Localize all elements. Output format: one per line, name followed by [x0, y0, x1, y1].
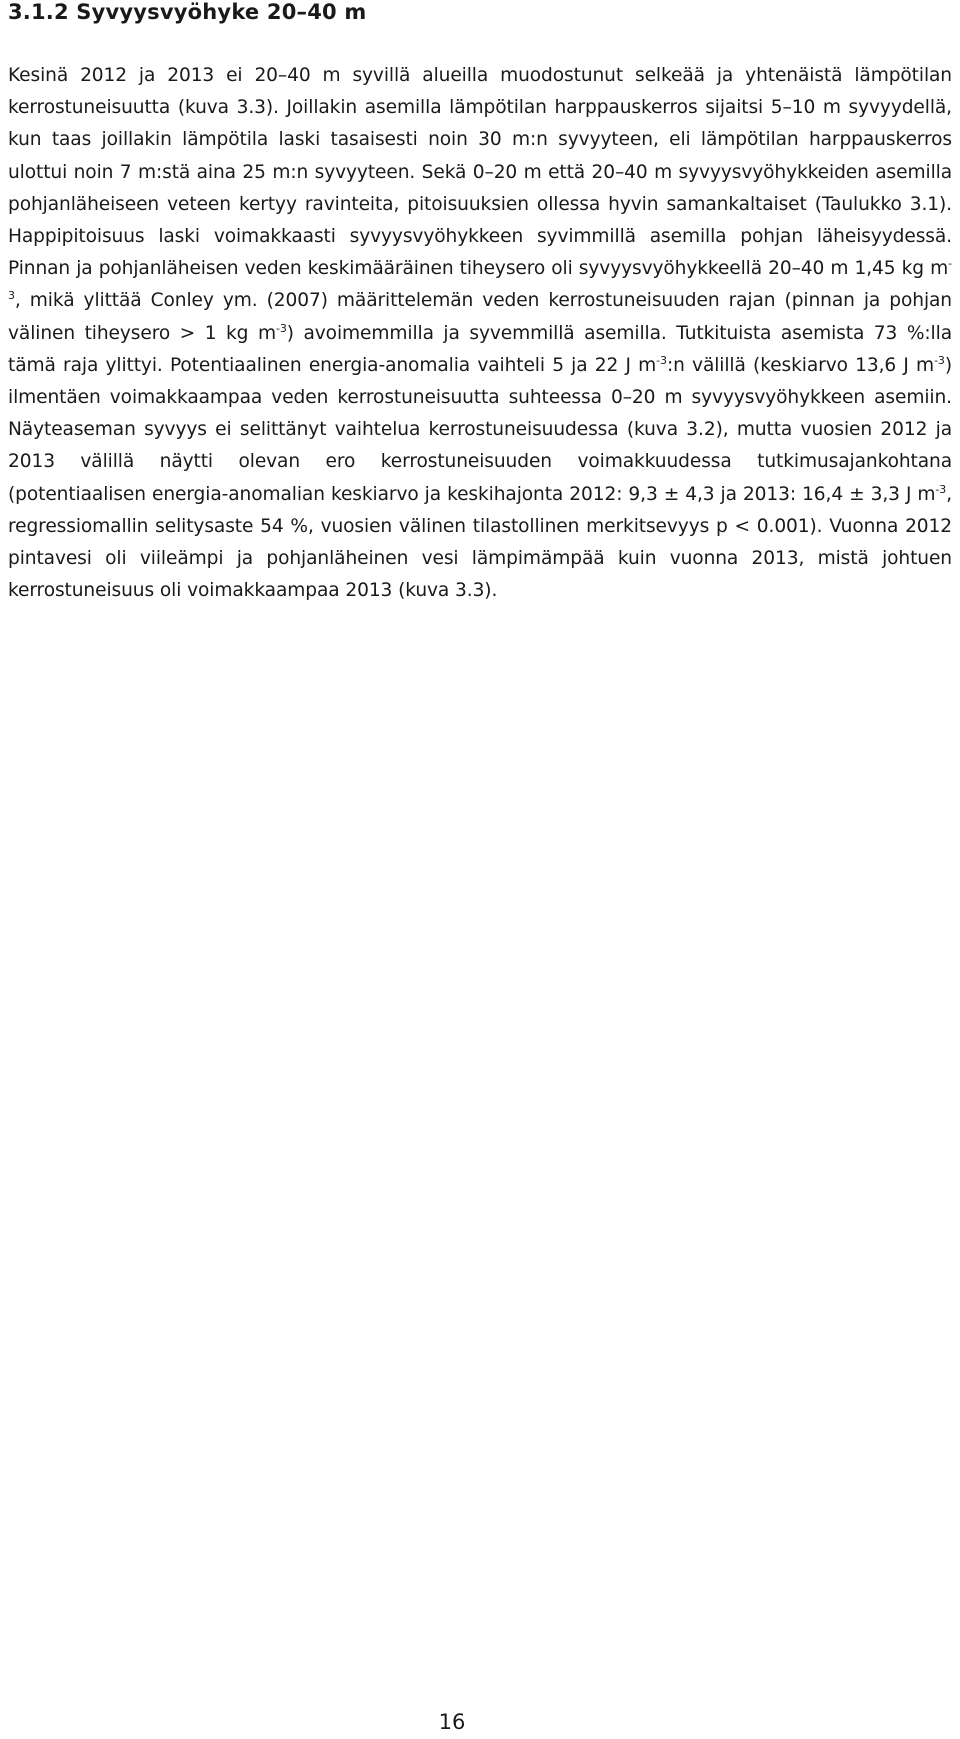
- superscript-exponent: -3: [275, 321, 287, 335]
- paragraph-text-3: ) avoimemmilla ja syvemmillä asemilla. Tutkituista asemista 73 %:lla tämä raja ylittyi. Potentiaalinen energia-anomalia vaihteli 5 ja 22 J m: [8, 322, 952, 376]
- paragraph-text-5: ) ilmentäen voimakkaampaa veden kerrostuneisuutta suhteessa 0–20 m syvyysvyöhykkeen asemiin. Näyteaseman syvyys ei selittänyt vaihtelua kerrostuneisuudessa (kuva 3.2), mutta vuosien 2012 ja 2013 välillä näytti olevan ero kerrostuneisuuden voimakkuudessa tutkimusajankohtana (potentiaalisen energia-anomalian keskiarvo ja keskihajonta 2012: 9,3 ± 4,3 ja 2013: 16,4 ± 3,3 J m: [8, 354, 952, 505]
- paragraph-text-6: , regressiomallin selitysaste 54 %, vuosien välinen tilastollinen merkitsevyys p < 0.001). Vuonna 2012 pintavesi oli viileämpi ja pohjanläheinen vesi lämpimämpää kuin vuonna 2013, mistä johtuen kerrostuneisuus oli voimakkaampaa 2013 (kuva 3.3).: [8, 483, 952, 602]
- paragraph-text-1: Kesinä 2012 ja 2013 ei 20–40 m syvillä alueilla muodostunut selkeää ja yhtenäistä lämpötilan kerrostuneisuutta (kuva 3.3). Joillakin asemilla lämpötilan harppauskerros sijaitsi 5–10 m syvyydellä, kun taas joillakin lämpötila laski tasaisesti noin 30 m:n syvyyteen, eli lämpötilan harppauskerros ulottui noin 7 m:stä aina 25 m:n syvyyteen. Sekä 0–20 m että 20–40 m syvyysvyöhykkeiden asemilla pohjanläheiseen veteen kertyy ravinteita, pitoisuuksien ollessa hyvin samankaltaiset (Taulukko 3.1). Happipitoisuus laski voimakkaasti syvyysvyöhykkeen syvimmillä asemilla pohjan läheisyydessä. Pinnan ja pohjanläheisen veden keskimääräinen tiheysero oli syvyysvyöhykkeellä 20–40 m 1,45 kg m: [8, 65, 952, 280]
- page-number: 16: [438, 1710, 466, 1734]
- paragraph-text-4: :n välillä (keskiarvo 13,6 J m: [666, 354, 935, 376]
- section-heading: 3.1.2 Syvyysvyöhyke 20–40 m: [8, 0, 367, 24]
- superscript-exponent: -3: [8, 257, 952, 303]
- body-paragraph: [8, 60, 952, 607]
- superscript-exponent: -3: [935, 482, 947, 496]
- superscript-exponent: -3: [934, 353, 945, 367]
- superscript-exponent: -3: [656, 353, 667, 367]
- paragraph-text-2: , mikä ylittää Conley ym. (2007) määrittelemän veden kerrostuneisuuden rajan (pinnan ja pohjan välinen tiheysero > 1 kg m: [8, 290, 952, 344]
